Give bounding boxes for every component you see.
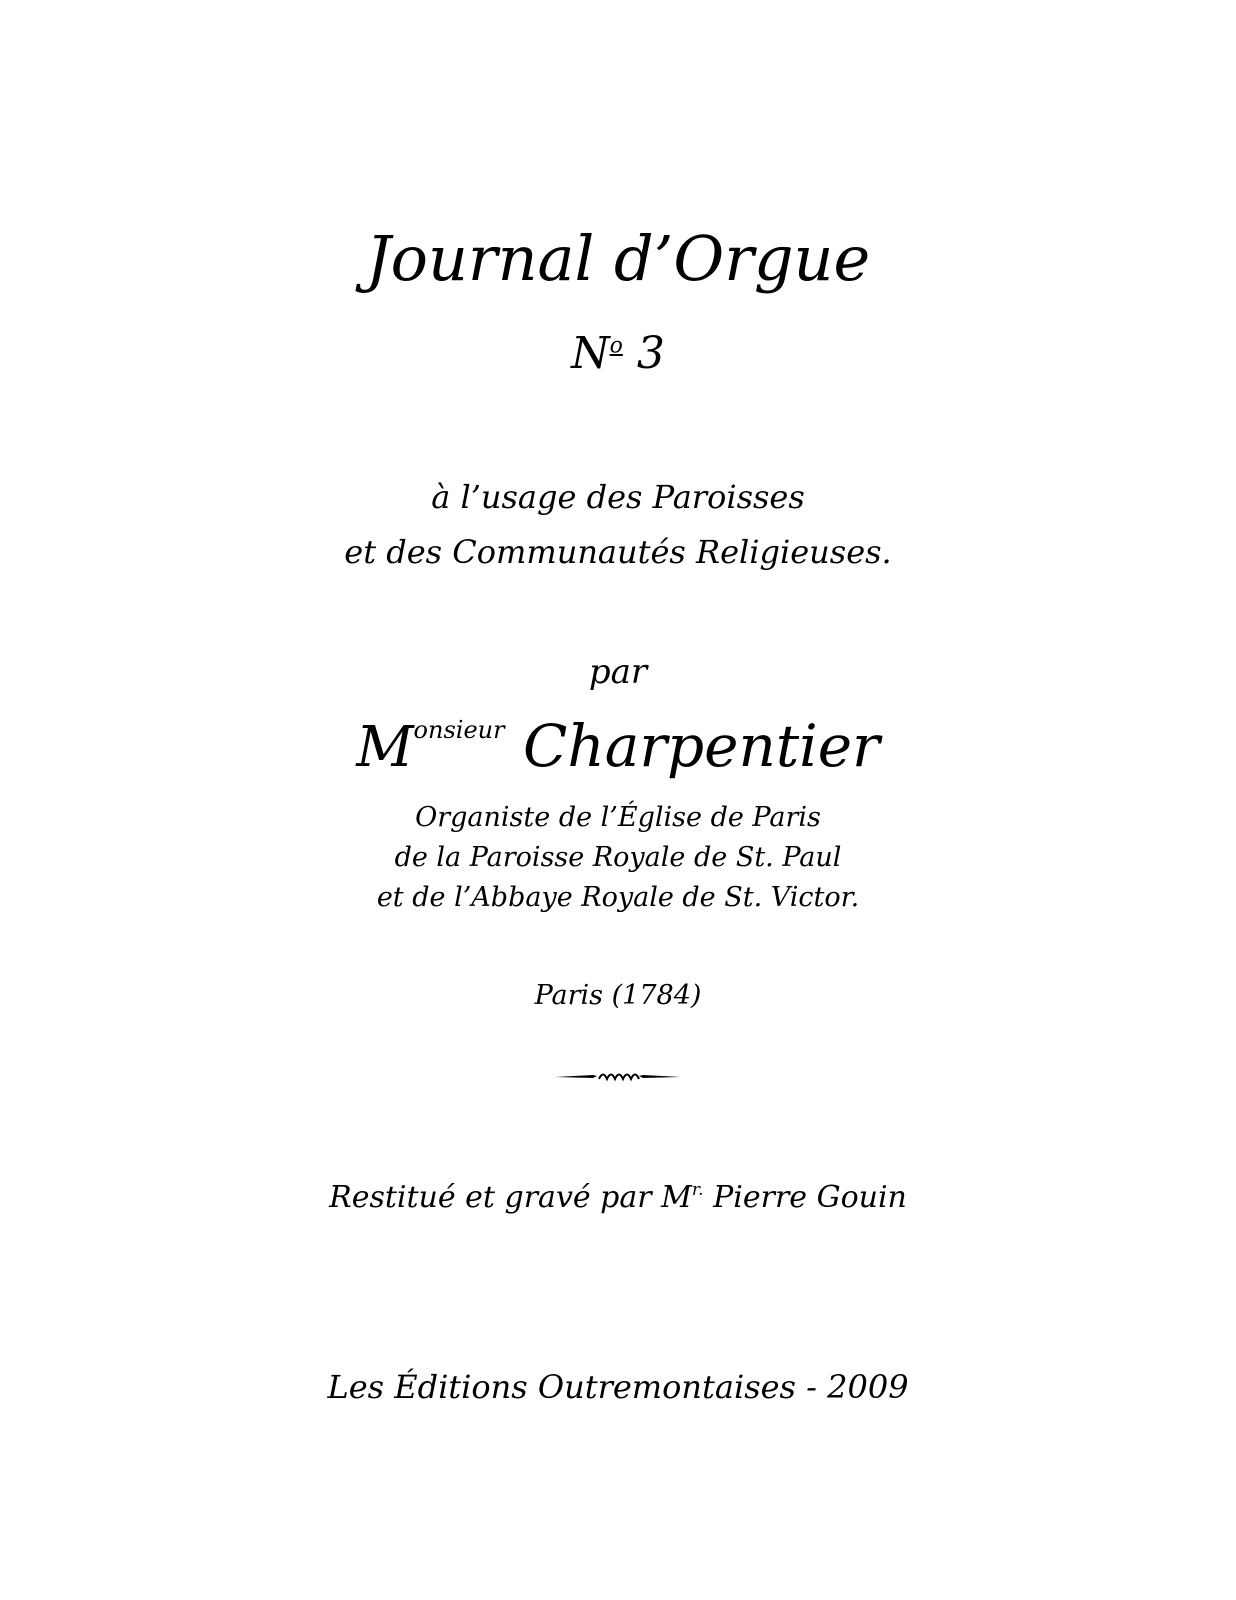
author-title-initial: M	[356, 715, 414, 780]
flourish-ornament-icon	[0, 1068, 1236, 1088]
restorer-name: Pierre Gouin	[713, 1180, 907, 1215]
usage-line-2: et des Communautés Religieuses.	[344, 533, 892, 571]
number-value: 3	[636, 328, 665, 379]
position-line-1: Organiste de l’Église de Paris	[415, 802, 821, 833]
author	[0, 712, 1236, 780]
number-ordinal: o	[609, 333, 623, 359]
restoration-credit	[0, 1180, 1236, 1215]
by-label: par	[588, 652, 648, 692]
number-prefix: N	[571, 328, 610, 379]
place-date: Paris (1784)	[534, 980, 702, 1011]
position-line-2: de la Paroisse Royale de St. Paul	[394, 842, 842, 873]
author-title-rest: onsieur	[413, 716, 505, 744]
restoration-text: Restitué et gravé par M	[329, 1180, 692, 1215]
publisher: Les Éditions Outremontaises - 2009	[327, 1368, 909, 1406]
restoration-sup: r.	[691, 1180, 704, 1200]
author-name: Charpentier	[523, 712, 880, 780]
position-line-3: et de l’Abbaye Royale de St. Victor.	[376, 882, 860, 913]
document-title: Journal d’Orgue	[365, 222, 871, 295]
usage-line-1: à l’usage des Paroisses	[431, 478, 805, 516]
volume-number	[0, 328, 1236, 379]
